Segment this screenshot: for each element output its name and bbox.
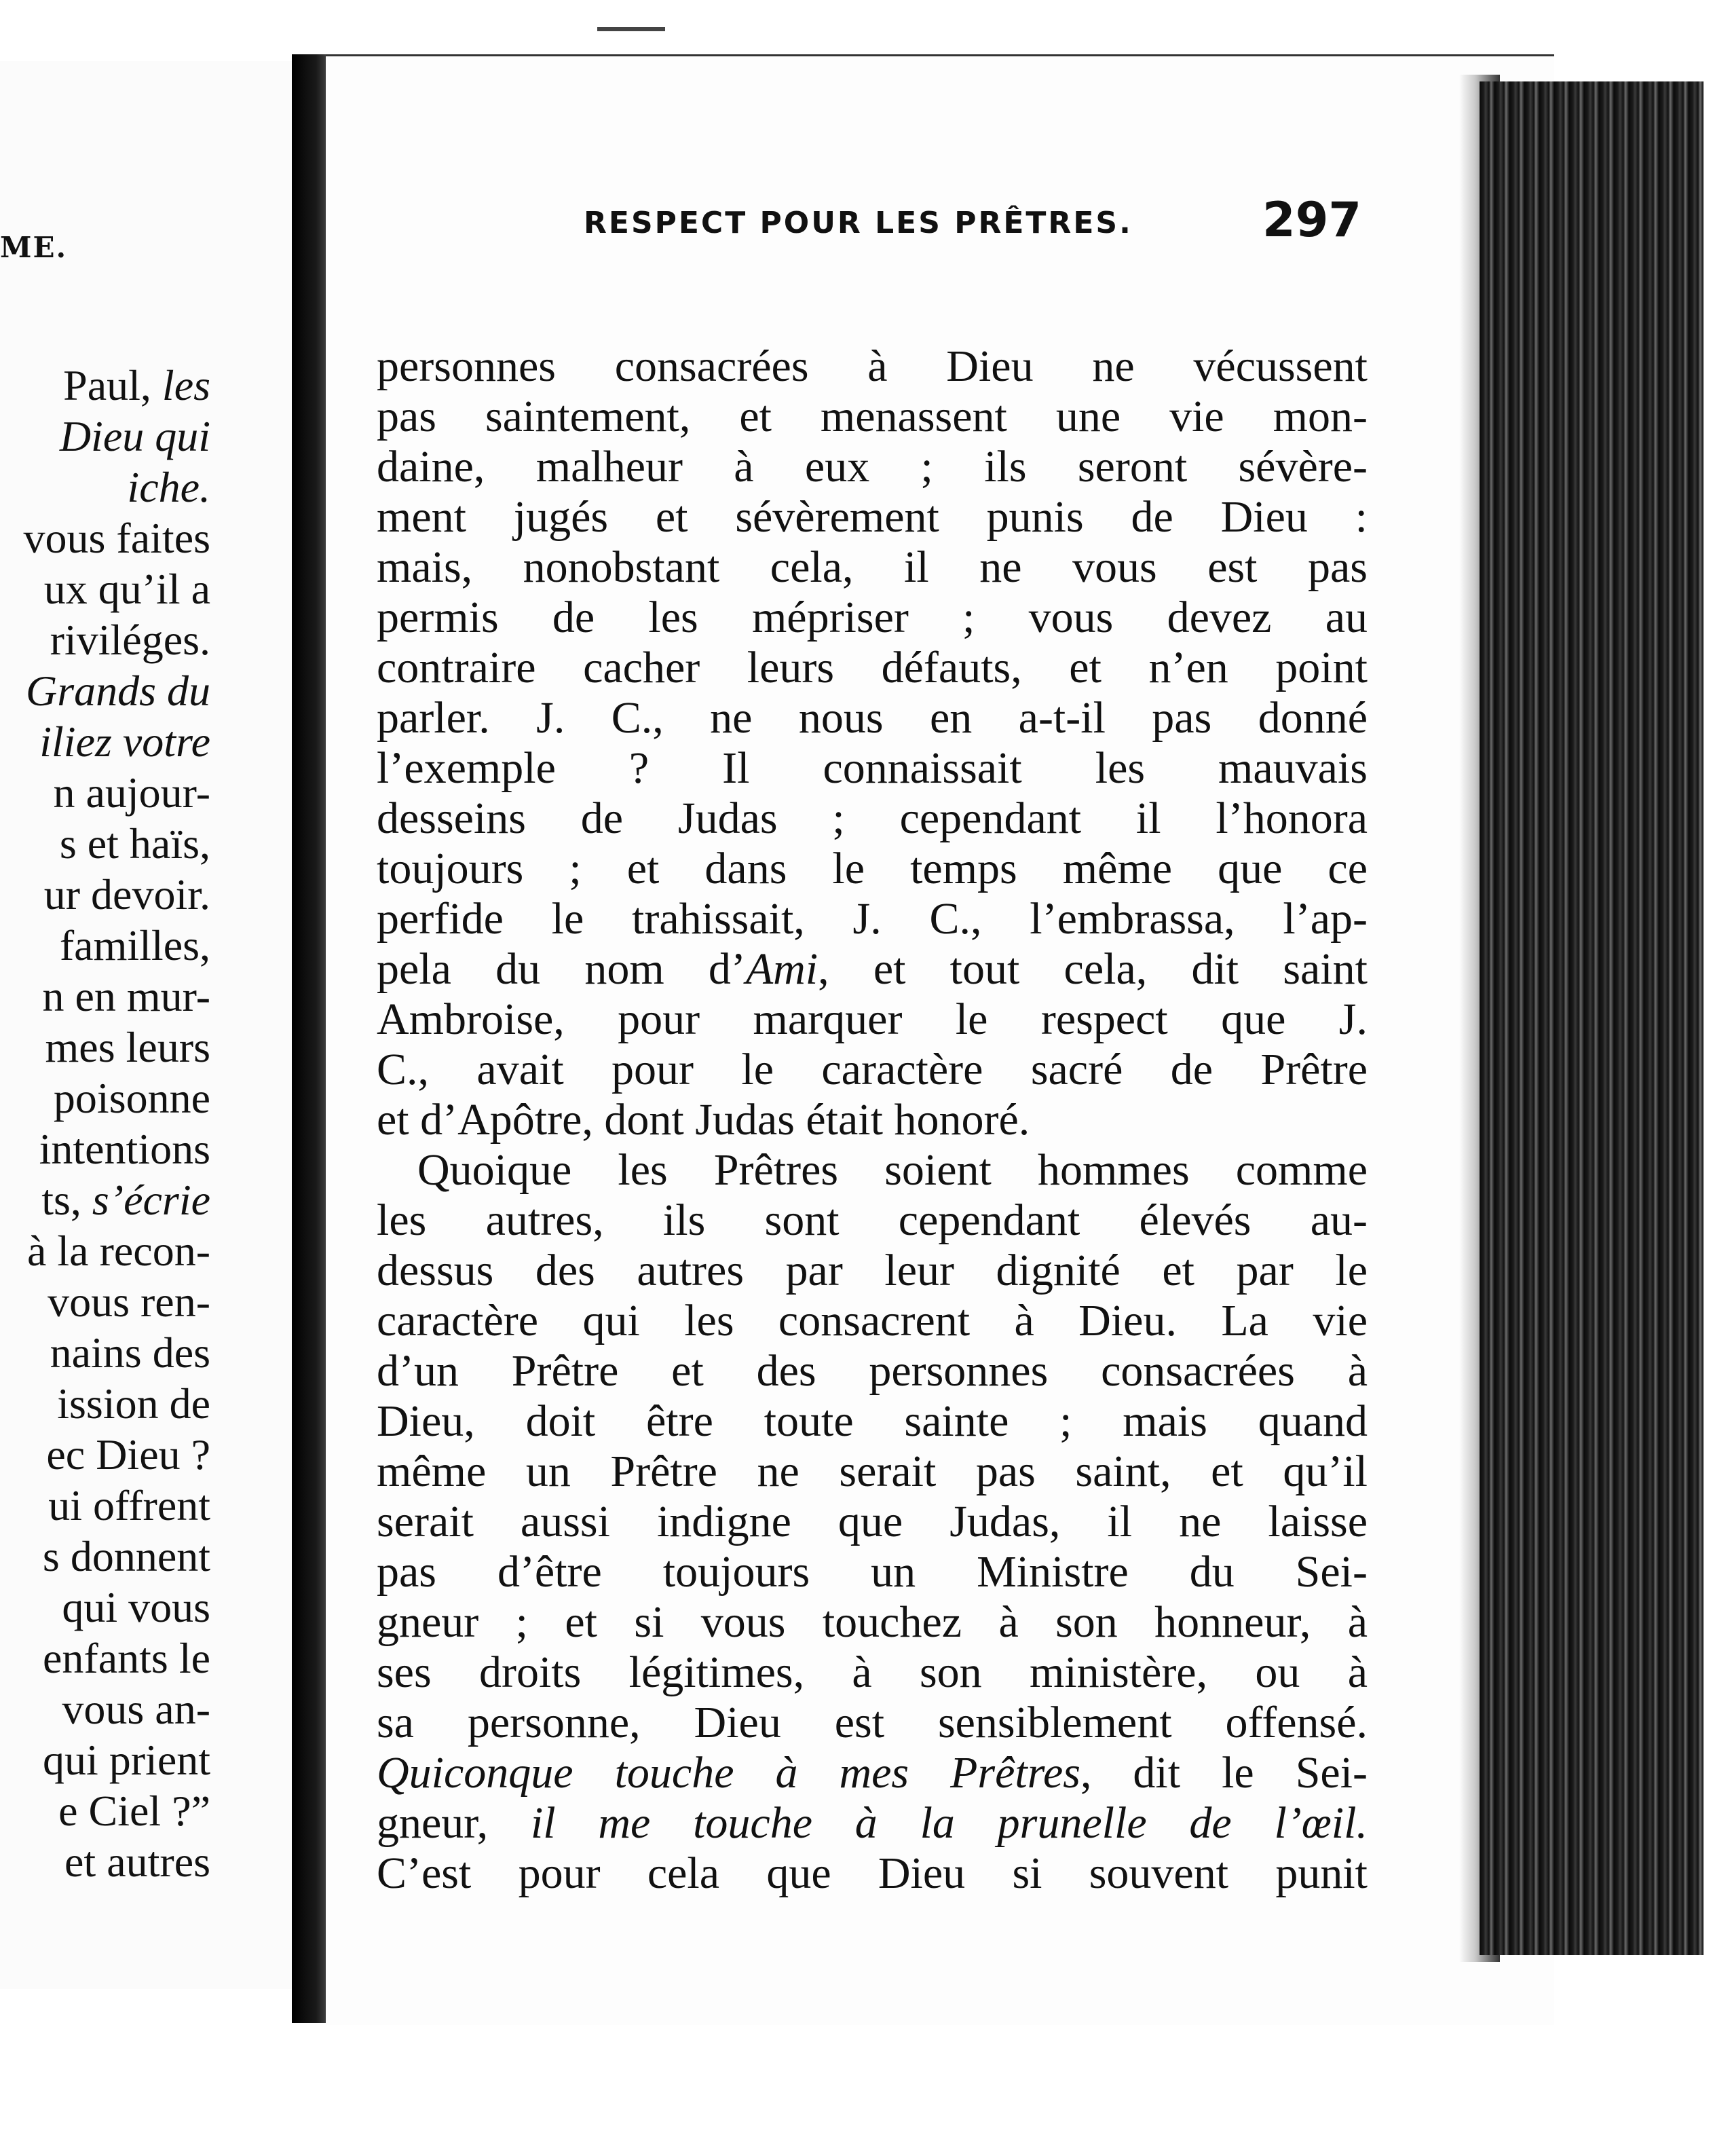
left-text-segment: ui offrent bbox=[48, 1481, 210, 1529]
left-text-italic: s’écrie bbox=[92, 1176, 210, 1224]
left-text-line bbox=[0, 767, 210, 818]
left-page-text bbox=[0, 360, 210, 1887]
text-segment: Ambroise, pour marquer le respect que J. bbox=[377, 995, 1368, 1044]
text-line bbox=[377, 1497, 1368, 1547]
left-text-line bbox=[0, 1123, 210, 1174]
left-text-segment: riviléges. bbox=[50, 616, 210, 664]
body-text bbox=[377, 341, 1368, 1899]
left-text-segment: s et haïs, bbox=[59, 819, 210, 868]
left-text-line bbox=[0, 1073, 210, 1123]
text-line bbox=[377, 743, 1368, 794]
left-text-segment: et autres bbox=[64, 1838, 210, 1886]
text-line bbox=[377, 593, 1368, 643]
scan-smudge bbox=[597, 27, 665, 31]
left-text-line bbox=[0, 360, 210, 411]
left-text-segment: Paul, bbox=[63, 361, 162, 409]
text-line bbox=[377, 442, 1368, 492]
left-text-segment: e Ciel ?” bbox=[58, 1787, 210, 1835]
left-text-line bbox=[0, 411, 210, 462]
text-segment: caractère qui les consacrent à Dieu. La vie bbox=[377, 1296, 1368, 1345]
text-line bbox=[377, 844, 1368, 894]
text-line bbox=[377, 794, 1368, 844]
left-text-line bbox=[0, 1633, 210, 1684]
left-text-line bbox=[0, 462, 210, 513]
left-text-italic: iliez votre bbox=[39, 718, 210, 766]
italic-text: Ami bbox=[745, 944, 818, 994]
text-line bbox=[377, 1798, 1368, 1848]
left-text-italic: iche. bbox=[127, 463, 210, 511]
left-text-segment: vous ren- bbox=[48, 1278, 210, 1326]
left-text-line bbox=[0, 716, 210, 767]
left-text-line bbox=[0, 1174, 210, 1225]
text-line bbox=[377, 1748, 1368, 1798]
left-text-segment: à la recon- bbox=[26, 1227, 210, 1275]
left-text-line bbox=[0, 563, 210, 614]
text-segment: permis de les mépriser ; vous devez au bbox=[377, 593, 1368, 642]
left-text-line bbox=[0, 665, 210, 716]
left-text-segment: ur devoir. bbox=[43, 870, 210, 918]
left-running-head: ME. bbox=[0, 231, 68, 264]
text-line bbox=[377, 1597, 1368, 1648]
left-text-line bbox=[0, 1378, 210, 1429]
text-segment: les autres, ils sont cependant élevés au- bbox=[377, 1195, 1368, 1245]
text-segment: gneur, bbox=[377, 1798, 531, 1848]
text-segment: C’est pour cela que Dieu si souvent punit bbox=[377, 1848, 1368, 1898]
text-segment: , et tout cela, dit saint bbox=[818, 944, 1368, 994]
left-text-segment: n en mur- bbox=[42, 972, 210, 1020]
left-text-line bbox=[0, 1225, 210, 1276]
left-text-line bbox=[0, 818, 210, 869]
text-line bbox=[377, 1698, 1368, 1748]
right-page bbox=[326, 54, 1554, 2025]
text-segment: , dit le Sei- bbox=[1080, 1748, 1368, 1798]
text-segment: contraire cacher leurs défauts, et n’en point bbox=[377, 643, 1368, 692]
left-text-segment: vous an- bbox=[62, 1685, 210, 1733]
left-text-segment: enfants le bbox=[43, 1634, 210, 1682]
text-segment: même un Prêtre ne serait pas saint, et qu’il bbox=[377, 1447, 1368, 1496]
text-segment: parler. J. C., ne nous en a-t-il pas donné bbox=[377, 693, 1368, 743]
left-text-segment: s donnent bbox=[42, 1532, 210, 1580]
text-segment: pela du nom d’ bbox=[377, 944, 746, 994]
left-text-segment: ux qu’il a bbox=[43, 565, 210, 613]
text-segment: pas d’être toujours un Ministre du Sei- bbox=[377, 1547, 1368, 1597]
left-text-line bbox=[0, 920, 210, 971]
left-text-segment: ec Dieu ? bbox=[46, 1430, 210, 1479]
left-text-italic: Dieu qui bbox=[59, 412, 210, 460]
text-segment: d’un Prêtre et des personnes consacrées à bbox=[377, 1346, 1368, 1396]
text-segment: l’exemple ? Il connaissait les mauvais bbox=[377, 743, 1368, 793]
text-line bbox=[377, 1195, 1368, 1246]
text-line bbox=[377, 341, 1368, 392]
left-text-segment: n aujour- bbox=[53, 768, 210, 817]
left-text-line bbox=[0, 1582, 210, 1633]
left-text-italic: Grands du bbox=[25, 667, 210, 715]
text-segment: dessus des autres par leur dignité et par le bbox=[377, 1246, 1368, 1295]
left-text-segment: poisonne bbox=[53, 1074, 210, 1122]
text-line bbox=[377, 1346, 1368, 1396]
text-line bbox=[377, 995, 1368, 1045]
text-segment: desseins de Judas ; cependant il l’honora bbox=[377, 794, 1368, 843]
left-text-segment: ts, bbox=[41, 1176, 92, 1224]
left-text-line bbox=[0, 614, 210, 665]
left-text-segment: intentions bbox=[39, 1125, 210, 1173]
text-line bbox=[377, 1447, 1368, 1497]
text-segment: perfide le trahissait, J. C., l’embrassa, l’ap- bbox=[377, 894, 1368, 944]
left-text-line bbox=[0, 1276, 210, 1327]
text-line bbox=[377, 492, 1368, 542]
text-segment: pas saintement, et menassent une vie mon- bbox=[377, 392, 1368, 441]
text-line bbox=[377, 1396, 1368, 1447]
left-text-line bbox=[0, 1785, 210, 1836]
text-segment: daine, malheur à eux ; ils seront sévère- bbox=[377, 442, 1368, 491]
text-line bbox=[377, 1547, 1368, 1597]
page-number: 297 bbox=[1262, 192, 1362, 248]
text-segment: personnes consacrées à Dieu ne vécussent bbox=[377, 341, 1368, 391]
text-segment: et d’Apôtre, dont Judas était honoré. bbox=[377, 1095, 1030, 1145]
text-line bbox=[377, 1095, 1368, 1145]
left-text-italic: les bbox=[162, 361, 210, 409]
left-text-line bbox=[0, 1734, 210, 1785]
text-line bbox=[377, 643, 1368, 693]
left-text-segment: vous faites bbox=[23, 514, 210, 562]
text-segment: Quoique les Prêtres soient hommes comme bbox=[417, 1145, 1368, 1195]
left-text-line bbox=[0, 1531, 210, 1582]
left-text-segment: mes leurs bbox=[45, 1023, 210, 1071]
left-text-line bbox=[0, 971, 210, 1022]
text-line bbox=[377, 1246, 1368, 1296]
italic-text: il me touche à la prunelle de l’œil. bbox=[530, 1798, 1368, 1848]
left-text-segment: qui prient bbox=[42, 1736, 210, 1784]
text-line bbox=[377, 693, 1368, 743]
text-segment: mais, nonobstant cela, il ne vous est pas bbox=[377, 542, 1368, 592]
left-text-line bbox=[0, 1836, 210, 1887]
left-text-segment: nains des bbox=[50, 1328, 210, 1377]
book-fore-edge bbox=[1480, 81, 1703, 1955]
text-line bbox=[377, 1045, 1368, 1095]
text-segment: ses droits légitimes, à son ministère, ou à bbox=[377, 1648, 1368, 1697]
text-segment: sa personne, Dieu est sensiblement offensé. bbox=[377, 1698, 1368, 1747]
left-page bbox=[0, 61, 303, 1989]
left-text-line bbox=[0, 1327, 210, 1378]
text-line bbox=[377, 1648, 1368, 1698]
text-segment: toujours ; et dans le temps même que ce bbox=[377, 844, 1368, 893]
text-line bbox=[377, 1296, 1368, 1346]
text-line bbox=[377, 894, 1368, 944]
text-segment: serait aussi indigne que Judas, il ne laisse bbox=[377, 1497, 1368, 1546]
text-segment: gneur ; et si vous touchez à son honneur, à bbox=[377, 1597, 1368, 1647]
left-text-line bbox=[0, 1429, 210, 1480]
running-head: RESPECT POUR LES PRÊTRES. bbox=[584, 206, 1133, 240]
left-text-line bbox=[0, 1022, 210, 1073]
text-segment: C., avait pour le caractère sacré de Prêtre bbox=[377, 1045, 1368, 1094]
text-line bbox=[377, 1848, 1368, 1899]
left-text-segment: qui vous bbox=[62, 1583, 210, 1631]
left-text-line bbox=[0, 513, 210, 563]
text-segment: ment jugés et sévèrement punis de Dieu : bbox=[377, 492, 1368, 542]
italic-text: Quiconque touche à mes Prêtres bbox=[377, 1748, 1080, 1798]
text-segment: Dieu, doit être toute sainte ; mais quand bbox=[377, 1396, 1368, 1446]
left-text-line bbox=[0, 869, 210, 920]
text-line bbox=[377, 392, 1368, 442]
left-text-line bbox=[0, 1684, 210, 1734]
left-text-line bbox=[0, 1480, 210, 1531]
left-text-segment: ission de bbox=[57, 1379, 210, 1428]
text-line bbox=[377, 1145, 1368, 1195]
text-line bbox=[377, 542, 1368, 593]
left-text-segment: familles, bbox=[59, 921, 210, 969]
text-line bbox=[377, 944, 1368, 995]
